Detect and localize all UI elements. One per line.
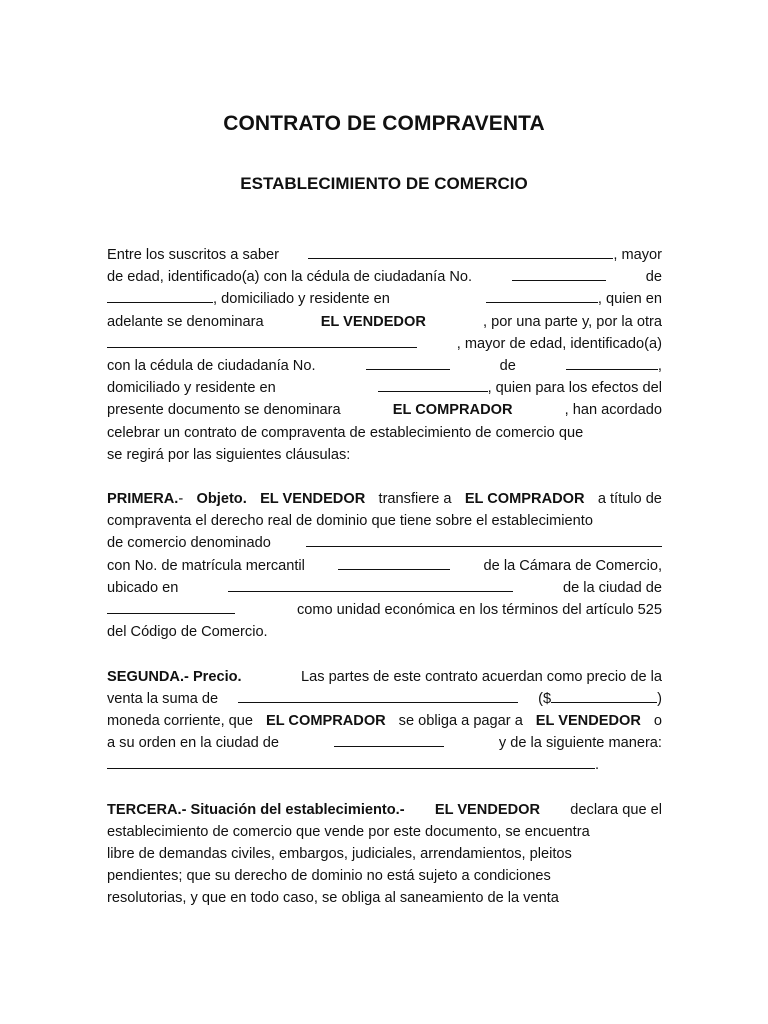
intro-line: , mayor de edad, identificado(a) (107, 333, 662, 355)
price-number-blank[interactable] (551, 688, 657, 703)
buyer-residence-blank[interactable] (378, 377, 488, 392)
clause-tercera (107, 799, 662, 910)
buyer-id-blank[interactable] (366, 355, 450, 370)
document-subtitle: ESTABLECIMIENTO DE COMERCIO (240, 174, 528, 193)
clause-line: establecimiento de comercio que vende por este documento, se encuentra (107, 823, 590, 840)
clause-line: TERCERA.- Situación del establecimiento.- EL VENDEDOR declara que el (107, 801, 662, 818)
clause-line: a su orden en la ciudad de y de la siguiente manera: (107, 732, 662, 754)
city-blank[interactable] (107, 599, 235, 614)
clause-line: del Código de Comercio. (107, 624, 268, 641)
clause-line: de comercio denominado (107, 532, 662, 554)
clause-line: resolutorias, y que en todo caso, se obliga al saneamiento de la venta (107, 890, 559, 907)
registration-number-blank[interactable] (338, 555, 450, 570)
clause-line: SEGUNDA.- Precio. Las partes de este contrato acuerdan como precio de la (107, 668, 662, 685)
intro-line: , domiciliado y residente en , quien en (107, 288, 662, 310)
intro-line: domiciliado y residente en , quien para los efectos del (107, 377, 662, 399)
price-words-blank[interactable] (238, 688, 518, 703)
seller-residence-blank[interactable] (486, 288, 598, 303)
intro-line: se regirá por las siguientes cláusulas: (107, 446, 351, 463)
intro-line: con la cédula de ciudadanía No. de , (107, 355, 662, 377)
clause-line: libre de demandas civiles, embargos, judiciales, arrendamientos, pleitos (107, 846, 572, 863)
buyer-id-city-blank[interactable] (566, 355, 658, 370)
intro-paragraph (107, 244, 662, 466)
seller-id-blank[interactable] (512, 266, 606, 281)
clause-primera (107, 488, 662, 643)
intro-line: adelante se denominara EL VENDEDOR , por una parte y, por la otra (107, 313, 662, 330)
document-title: CONTRATO DE COMPRAVENTA (223, 112, 545, 135)
clause-segunda (107, 666, 662, 777)
intro-line: de edad, identificado(a) con la cédula de ciudadanía No. de (107, 266, 662, 288)
clause-line: . (107, 754, 662, 776)
intro-line: Entre los suscritos a saber , mayor (107, 244, 662, 266)
seller-name-blank[interactable] (308, 244, 613, 259)
clause-line: con No. de matrícula mercantil de la Cámara de Comercio, (107, 555, 662, 577)
clause-line: PRIMERA.- Objeto. EL VENDEDOR transfiere a EL COMPRADOR a título de (107, 491, 662, 508)
payment-terms-blank[interactable] (107, 754, 595, 769)
seller-id-city-blank[interactable] (107, 288, 213, 303)
clause-line: como unidad económica en los términos del artículo 525 (107, 599, 662, 621)
intro-line: celebrar un contrato de compraventa de establecimiento de comercio que (107, 424, 584, 441)
location-blank[interactable] (228, 577, 513, 592)
clause-line: venta la suma de ($ ) (107, 688, 662, 710)
payment-city-blank[interactable] (334, 732, 444, 747)
clause-line: ubicado en de la ciudad de (107, 577, 662, 599)
establishment-name-blank[interactable] (306, 532, 662, 547)
buyer-name-blank[interactable] (107, 333, 417, 348)
clause-line: pendientes; que su derecho de dominio no está sujeto a condiciones (107, 868, 551, 885)
intro-line: presente documento se denominara EL COMPRADOR , han acordado (107, 402, 662, 419)
contract-body (107, 244, 662, 932)
clause-line: compraventa el derecho real de dominio que tiene sobre el establecimiento (107, 513, 593, 530)
clause-line: moneda corriente, que EL COMPRADOR se obliga a pagar a EL VENDEDOR o (107, 712, 662, 729)
